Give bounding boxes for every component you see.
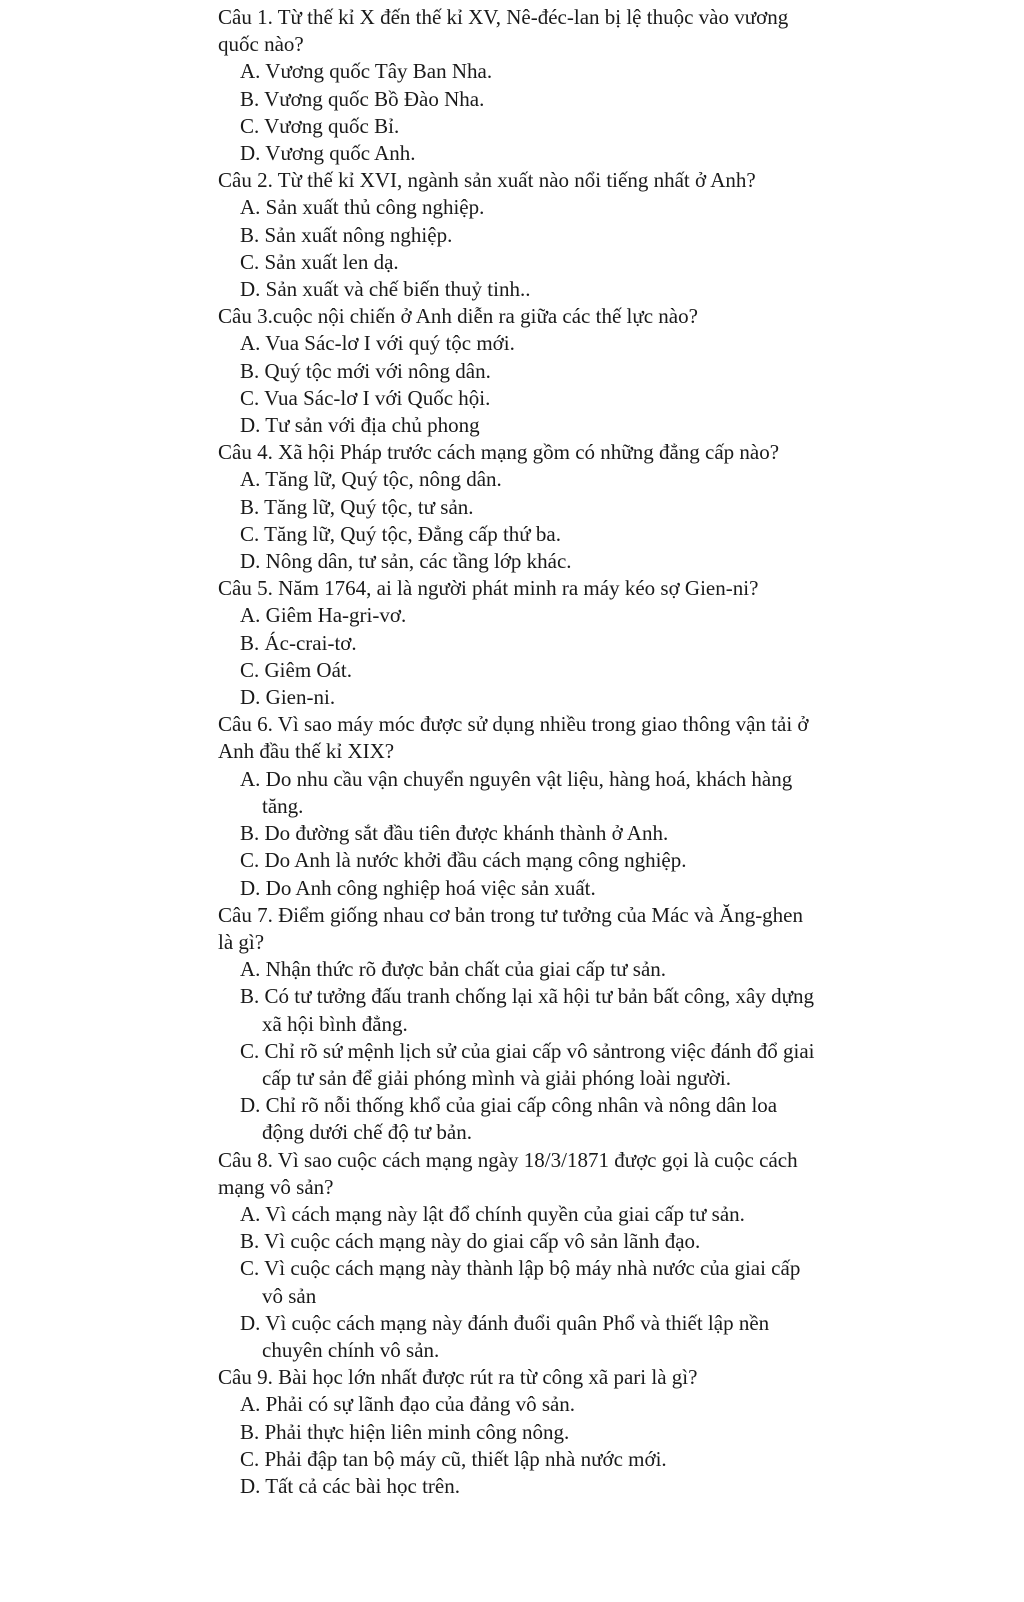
option-b: B. Có tư tưởng đấu tranh chống lại xã hội tư bản bất công, xây dựng xã hội bình đẳng. (240, 984, 814, 1036)
question-text: Câu 5. Năm 1764, ai là người phát minh ra máy kéo sợ Gien-ni? (218, 576, 759, 601)
option-list (218, 466, 818, 575)
option-c: C. Vua Sác-lơ I với Quốc hội. (240, 385, 491, 410)
option-a: A. Do nhu cầu vận chuyển nguyên vật liệu, hàng hoá, khách hàng tăng. (240, 766, 793, 818)
question-7 (218, 902, 818, 1147)
option-d: D. Tất cả các bài học trên. (240, 1473, 460, 1498)
question-text: Câu 9. Bài học lớn nhất được rút ra từ công xã pari là gì? (218, 1365, 698, 1390)
question-2 (218, 167, 818, 303)
option-list (218, 766, 818, 902)
option-b: B. Vì cuộc cách mạng này do giai cấp vô sản lãnh đạo. (240, 1229, 701, 1254)
option-c: C. Do Anh là nước khởi đầu cách mạng công nghiệp. (240, 848, 687, 873)
option-d: D. Vì cuộc cách mạng này đánh đuổi quân Phổ và thiết lập nền chuyên chính vô sản. (240, 1310, 770, 1362)
option-list (218, 194, 818, 303)
option-d: D. Tư sản với địa chủ phong (240, 413, 480, 438)
option-list (218, 330, 818, 439)
option-list (218, 956, 818, 1146)
question-8 (218, 1147, 818, 1365)
question-text: Câu 2. Từ thế kỉ XVI, ngành sản xuất nào nổi tiếng nhất ở Anh? (218, 168, 756, 193)
question-text: Câu 1. Từ thế kỉ X đến thế kỉ XV, Nê-đéc-lan bị lệ thuộc vào vương quốc nào? (218, 5, 789, 57)
option-a: A. Tăng lữ, Quý tộc, nông dân. (240, 467, 502, 492)
option-list (218, 1201, 818, 1364)
option-c: C. Chỉ rõ sứ mệnh lịch sử của giai cấp vô sảntrong việc đánh đổ giai cấp tư sản để giải phóng mình và giải phóng loài người. (240, 1038, 815, 1090)
question-text: Câu 4. Xã hội Pháp trước cách mạng gồm có những đẳng cấp nào? (218, 440, 780, 465)
option-b: B. Quý tộc mới với nông dân. (240, 358, 491, 383)
question-list (218, 4, 818, 1500)
option-d: D. Vương quốc Anh. (240, 141, 416, 166)
option-b: B. Phải thực hiện liên minh công nông. (240, 1419, 570, 1444)
option-a: A. Nhận thức rõ được bản chất của giai cấp tư sản. (240, 957, 667, 982)
question-4 (218, 439, 818, 575)
option-c: C. Vương quốc Bỉ. (240, 113, 400, 138)
question-6 (218, 711, 818, 901)
question-text: Câu 6. Vì sao máy móc được sử dụng nhiều trong giao thông vận tải ở Anh đầu thế kỉ XIX? (218, 712, 809, 764)
option-b: B. Do đường sắt đầu tiên được khánh thành ở Anh. (240, 821, 669, 846)
option-list (218, 1391, 818, 1500)
option-a: A. Vương quốc Tây Ban Nha. (240, 59, 493, 84)
question-text: Câu 3.cuộc nội chiến ở Anh diễn ra giữa các thế lực nào? (218, 304, 698, 329)
option-list (218, 602, 818, 711)
option-b: B. Tăng lữ, Quý tộc, tư sản. (240, 494, 474, 519)
option-a: A. Giêm Ha-gri-vơ. (240, 603, 407, 628)
option-c: C. Phải đập tan bộ máy cũ, thiết lập nhà nước mới. (240, 1446, 667, 1471)
option-d: D. Do Anh công nghiệp hoá việc sản xuất. (240, 875, 596, 900)
option-b: B. Ác-crai-tơ. (240, 630, 357, 655)
option-c: C. Giêm Oát. (240, 657, 352, 682)
option-a: A. Phải có sự lãnh đạo của đảng vô sản. (240, 1392, 576, 1417)
option-c: C. Tăng lữ, Quý tộc, Đẳng cấp thứ ba. (240, 521, 561, 546)
option-d: D. Gien-ni. (240, 685, 336, 710)
question-5 (218, 575, 818, 711)
option-a: A. Sản xuất thủ công nghiệp. (240, 195, 485, 220)
option-a: A. Vua Sác-lơ I với quý tộc mới. (240, 331, 515, 356)
option-list (218, 58, 818, 167)
option-d: D. Chỉ rõ nỗi thống khổ của giai cấp công nhân và nông dân loa động dưới chế độ tư bản. (240, 1093, 778, 1145)
question-1 (218, 4, 818, 167)
question-3 (218, 303, 818, 439)
option-a: A. Vì cách mạng này lật đổ chính quyền của giai cấp tư sản. (240, 1201, 745, 1226)
question-text: Câu 7. Điểm giống nhau cơ bản trong tư tưởng của Mác và Ăng-ghen là gì? (218, 902, 804, 954)
question-9 (218, 1364, 818, 1500)
option-b: B. Vương quốc Bồ Đào Nha. (240, 86, 485, 111)
question-text: Câu 8. Vì sao cuộc cách mạng ngày 18/3/1871 được gọi là cuộc cách mạng vô sản? (218, 1147, 798, 1199)
option-d: D. Sản xuất và chế biến thuỷ tinh.. (240, 277, 531, 302)
option-c: C. Sản xuất len dạ. (240, 249, 399, 274)
option-d: D. Nông dân, tư sản, các tầng lớp khác. (240, 549, 572, 574)
option-b: B. Sản xuất nông nghiệp. (240, 222, 453, 247)
option-c: C. Vì cuộc cách mạng này thành lập bộ máy nhà nước của giai cấp vô sản (240, 1256, 801, 1308)
